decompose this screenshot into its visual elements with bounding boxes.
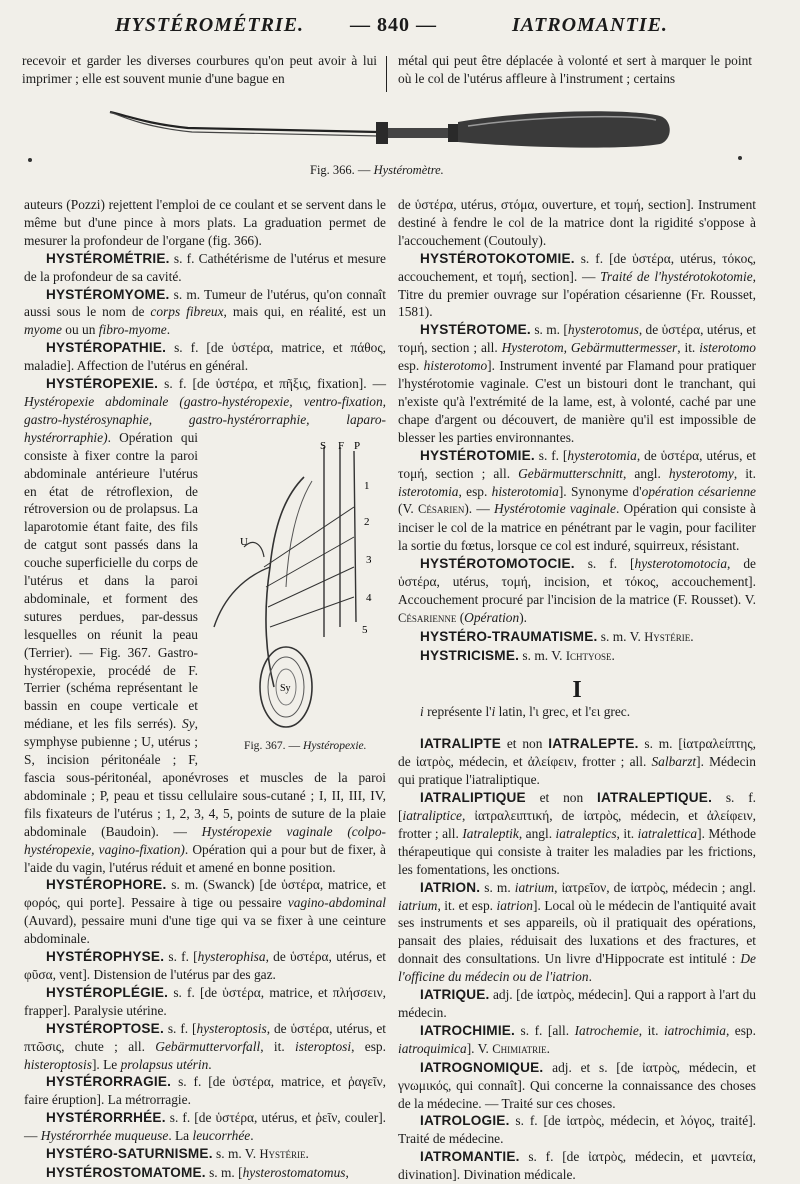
definition: s. f. [all. bbox=[515, 1022, 575, 1038]
cross-reference: Césarienne bbox=[398, 610, 457, 625]
definition: , de ὑστέρα, utérus, et τομή, section ; all. bbox=[398, 322, 757, 356]
term: Hystérorrhée muqueuse bbox=[40, 1128, 169, 1144]
entry-hysteroptose bbox=[24, 1020, 386, 1074]
term: hysterotomia bbox=[567, 447, 637, 463]
definition: , it. bbox=[638, 1022, 664, 1038]
definition: ]. V. bbox=[466, 1040, 493, 1056]
headword: HYSTÉRO-TRAUMATISME. bbox=[420, 628, 598, 644]
term: prolapsus utérin bbox=[120, 1056, 209, 1072]
definition: ]. Méthode thérapeutique qui consiste à traiter les maladies par les frictions, les fomentations, les onctions. bbox=[398, 825, 756, 877]
definition: , it. bbox=[260, 1038, 296, 1054]
headword: HYSTÉROPLÉGIE. bbox=[46, 984, 169, 1000]
term: opération césarienne bbox=[641, 483, 756, 499]
continuation-paragraph: de ὑστέρα, utérus, στόμα, ouverture, et τομή, section]. Instrument destiné à fendre le col de la matrice dont la rigidité s'oppose à l'accouchement (Coutouly). bbox=[398, 197, 756, 248]
label-5: 5 bbox=[362, 623, 368, 636]
print-speck bbox=[28, 158, 32, 162]
definition: s. f. [ bbox=[164, 949, 198, 965]
headword: IATRALIPTIQUE bbox=[420, 790, 526, 806]
definition: s. f. [ bbox=[534, 447, 568, 463]
definition: ]. Synonyme d' bbox=[558, 483, 642, 499]
definition: s. m. V. bbox=[597, 628, 645, 644]
term: iatrium bbox=[398, 897, 438, 913]
left-column bbox=[24, 196, 386, 1182]
term: hysterophisa bbox=[197, 949, 266, 965]
definition: s. f. Cathétérisme de l'utérus et mesure de la profondeur de sa cavité. bbox=[24, 250, 386, 284]
definition: , angl. bbox=[623, 465, 669, 481]
header-right: IATROMANTIE. bbox=[512, 14, 668, 36]
headword: HYSTÉROPATHIE. bbox=[46, 340, 167, 356]
term: corps fibreux bbox=[150, 304, 224, 320]
definition: , esp. bbox=[458, 483, 492, 499]
definition: . bbox=[166, 322, 171, 338]
entry-hysterophore bbox=[24, 876, 386, 948]
definition: s. m. [ bbox=[530, 322, 568, 338]
definition: esp. bbox=[398, 358, 424, 374]
definition: s. m. (Swanck) [de ὑστέρα, matrice, et φορός, qui porte]. Pessaire à tige ou pessaire bbox=[24, 877, 386, 911]
headword: HYSTÉROTOMOTOCIE. bbox=[420, 556, 575, 572]
figure-367-number: Fig. 367. — bbox=[244, 738, 301, 752]
definition: , ἰατραλειπτική, de ἰατρὸς, médecin, et ἀλείφειν, frotter ; all. bbox=[398, 808, 756, 841]
term: i bbox=[491, 704, 496, 720]
definition: représente l' bbox=[423, 704, 492, 720]
headword: HYSTÉROSTOMATOME. bbox=[46, 1164, 206, 1180]
headword-variant: IATRALEPTIQUE. bbox=[596, 790, 713, 806]
hysterometer-illustration bbox=[108, 102, 673, 164]
definition: et non bbox=[525, 790, 597, 806]
headword: HYSTÉRORRHÉE. bbox=[46, 1110, 166, 1126]
headword: HYSTÉROPHYSE. bbox=[46, 949, 165, 965]
term: vagino-abdominal bbox=[287, 895, 386, 911]
definition: ]. Médecin qui pratique l'iatraliptique. bbox=[398, 754, 756, 788]
entry-hysterotokotomie bbox=[398, 250, 756, 322]
definition: . bbox=[611, 647, 615, 663]
definition: , symphyse pubienne ; U, utérus ; S, incision péritonéale ; F, fascia sous-péritonéal, aponévroses et muscles de la paroi abdominale ; P, peau et tissu cellulaire sous-cutané ; I, II, III, IV, fils fixateurs de l'utérus ; 1, 2, 3, 4, 5, points de suture de la plaie abdominale (Baudoin). — bbox=[24, 716, 386, 839]
term: hysterostomatomus bbox=[242, 1164, 346, 1180]
section-letter: I bbox=[572, 676, 582, 703]
definition: s. m. bbox=[480, 879, 515, 895]
definition: s. f. [de ὑστέρα, utérus, et ῥεῖν, couler]. — bbox=[24, 1110, 386, 1144]
headword: HYSTÉROMYOME. bbox=[46, 286, 170, 302]
definition: , esp. bbox=[351, 1038, 386, 1054]
cross-reference: Hystérie bbox=[259, 1147, 306, 1162]
term: Hysterotom, Gebärmuttermesser bbox=[501, 340, 678, 356]
label-u: U bbox=[240, 535, 248, 548]
page-number: — 840 — bbox=[350, 14, 437, 36]
definition: s. f. [ bbox=[163, 1020, 197, 1036]
definition: s. f. [ bbox=[574, 556, 635, 572]
label-2: 2 bbox=[364, 515, 370, 528]
definition: . bbox=[208, 1056, 212, 1072]
print-speck bbox=[738, 156, 742, 160]
figure-367-caption bbox=[222, 737, 367, 755]
definition: s. m. Tumeur de l'utérus, qu'on connaît aussi sous le nom de bbox=[24, 286, 386, 320]
headword: IATROGNOMIQUE. bbox=[420, 1059, 544, 1075]
figure-366-caption bbox=[310, 163, 444, 178]
definition: ]. Local où le médecin de l'antiquité avait ses instruments et ses appareils, où il pratiquait des opérations, pansait des plaies, réduisait des luxations et des fractures, et donnait des consultations. Un livre d'Hippocrate est intitulé : bbox=[398, 897, 756, 967]
term: De l'officine du médecin ou de l'iatrion bbox=[398, 951, 756, 985]
entry-iatrognomique bbox=[398, 1059, 756, 1113]
term: iatraleptics bbox=[555, 825, 617, 841]
headword: HYSTÉROPTOSE. bbox=[46, 1020, 164, 1036]
definition: s. f. [ bbox=[398, 790, 757, 823]
label-3: 3 bbox=[366, 553, 372, 566]
headword: HYSTRICISME. bbox=[420, 647, 520, 663]
label-4: 4 bbox=[366, 591, 372, 604]
definition: , it. bbox=[677, 340, 700, 356]
definition: , mais qui, en réalité, est un bbox=[223, 304, 386, 320]
hysteropexie-diagram bbox=[204, 437, 384, 737]
definition: s. f. [de ἰατρὸς, médecin, et μαντεία, divination]. Divination médicale. bbox=[398, 1149, 756, 1183]
term: hysteroptosis bbox=[196, 1020, 267, 1036]
definition: , esp. bbox=[725, 1022, 756, 1038]
entry-iatromantie bbox=[398, 1148, 756, 1184]
figure-367 bbox=[204, 429, 386, 759]
continuation-paragraph: auteurs (Pozzi) rejettent l'emploi de ce coulant et se servent dans le même but d'une pince à mors plats. La graduation permet de mesurer la profondeur de l'organe (fig. 366). bbox=[24, 197, 386, 248]
term: Salbarzt bbox=[651, 754, 697, 770]
definition: s. m. [ἰατραλείπτης, de ἰατρὸς, médecin, et ἀλείφειν, frotter ; all. bbox=[398, 736, 756, 770]
definition: s. f. [de ὑστέρα, utérus, τόκος, accouchement, et τομή, section]. — bbox=[398, 250, 756, 284]
entry-hysterostomatome bbox=[24, 1164, 386, 1182]
term: iatralettica bbox=[637, 825, 698, 841]
letter-intro bbox=[398, 703, 756, 721]
term: hysterotomy bbox=[668, 465, 734, 481]
term: Hystéropexie abdominale (gastro-hystéropexie, ventro-fixation, gastro-hystérosynaphie, gastro-hystérorraphie, laparo-hystérorraphie) bbox=[24, 393, 386, 445]
term: Iatrochemie bbox=[574, 1022, 639, 1038]
definition: . Opération qui consiste à fixer contre la paroi abdominale antérieure l'utérus en état de rétroflexion, de rétroversion ou de prolapsus. La laparotomie étant faite, des fils de catgut sont passés dans la couche superficielle du corps de l'utérus et dans la paroi abdominale, et forment des sutures perdues, par-dessus lesquelles on réunit la peau (Terrier). — Fig. 367. Gastro-hystéropexie, procédé de F. Terrier (schéma représentant le bassin en coupe verticale et médiane, et les fils serrés). bbox=[24, 429, 198, 732]
label-p: P bbox=[354, 439, 361, 452]
term: myome bbox=[24, 322, 62, 338]
headword: IATROCHIMIE. bbox=[420, 1022, 516, 1038]
headword-variant: IATRALEPTE. bbox=[548, 736, 639, 752]
definition: . La bbox=[168, 1128, 193, 1144]
term: i bbox=[420, 704, 424, 720]
cross-reference: Césarien bbox=[417, 502, 465, 517]
definition: s. f. [de ἰατρὸς, médecin, et λόγος, traité]. Traité de médecine. bbox=[398, 1113, 756, 1147]
entry-iatrologie bbox=[398, 1112, 756, 1148]
definition: s. m. V. bbox=[212, 1146, 260, 1162]
definition: . bbox=[305, 1146, 309, 1162]
definition: , it. et esp. bbox=[437, 897, 497, 913]
definition: adj. [de ἰατρὸς, médecin]. Qui a rapport à l'art du médecin. bbox=[398, 987, 756, 1020]
spacer bbox=[398, 721, 756, 735]
headword: HYSTÉRO-SATURNISME. bbox=[46, 1146, 213, 1162]
entry-hysterorragie bbox=[24, 1073, 386, 1109]
cross-reference: Hystérie bbox=[644, 629, 691, 644]
running-header bbox=[0, 14, 800, 44]
definition: s. m. V. bbox=[519, 647, 566, 663]
entry-hystero-saturnisme bbox=[24, 1145, 386, 1164]
headword: HYSTÉROTOMIE. bbox=[420, 447, 535, 463]
definition: , it. bbox=[616, 825, 638, 841]
definition: s. f. [de ὑστέρα, et πῆξις, fixation]. — bbox=[158, 376, 386, 392]
definition: ( bbox=[456, 609, 465, 625]
entry-hysteropexie bbox=[24, 375, 386, 876]
entry-hysteropathie bbox=[24, 339, 386, 375]
entry-hysteroplegie bbox=[24, 984, 386, 1020]
definition: , ἰατρεῖον, de ἰατρὸς, médecin ; angl. bbox=[554, 879, 756, 895]
term: iatrion bbox=[496, 897, 533, 913]
term: iatrochimia bbox=[663, 1022, 726, 1038]
term: isterotomo bbox=[699, 340, 756, 356]
figure-366-number: Fig. 366. — bbox=[310, 163, 371, 177]
entry-hystricisme bbox=[398, 647, 756, 666]
term: Iatraleptik bbox=[462, 825, 519, 841]
top-text-left: recevoir et garder les diverses courbures qu'on peut avoir à lui imprimer ; elle est souvent munie d'une bague en bbox=[22, 53, 377, 86]
term: leucorrhée bbox=[192, 1128, 251, 1144]
entry-iatrique bbox=[398, 986, 756, 1022]
entry-hysteromyome bbox=[24, 286, 386, 340]
definition: , bbox=[345, 1164, 349, 1180]
term: Gebärmuttervorfall bbox=[155, 1038, 261, 1054]
term: histeroptosis bbox=[24, 1056, 92, 1072]
term: Gebärmutterschnitt bbox=[518, 465, 624, 481]
definition: , Titre du premier ouvrage sur l'opération césarienne (Fr. Rousset, 1581). bbox=[398, 268, 756, 320]
entry-hysterometrie bbox=[24, 250, 386, 286]
figure-366-title: Hystéromètre. bbox=[373, 163, 444, 177]
term: iatroquimica bbox=[398, 1040, 467, 1056]
definition: ou un bbox=[61, 322, 99, 338]
headword: IATROLOGIE. bbox=[420, 1113, 510, 1129]
definition: et non bbox=[501, 736, 549, 752]
headword: HYSTÉROPEXIE. bbox=[46, 376, 159, 392]
header-left: HYSTÉROMÉTRIE. bbox=[115, 14, 305, 36]
figure-367-title: Hystéropexie. bbox=[302, 738, 367, 752]
term: fibro-myome bbox=[98, 322, 167, 338]
entry-hystero-traumatisme bbox=[398, 628, 756, 647]
right-column bbox=[398, 196, 756, 1184]
entry-hysterotome bbox=[398, 321, 756, 446]
headword: HYSTÉROTOME. bbox=[420, 322, 531, 338]
label-f: F bbox=[338, 439, 345, 452]
entry-hysterotomotocie bbox=[398, 555, 756, 628]
term: iatraliptice bbox=[402, 808, 462, 823]
headword: HYSTÉROTOKOTOMIE. bbox=[420, 250, 575, 266]
headword: HYSTÉRORRAGIE. bbox=[46, 1074, 172, 1090]
definition: latin, l'ι grec, et l'ει grec. bbox=[495, 704, 631, 720]
definition: ]. Le bbox=[91, 1056, 121, 1072]
definition: (V. bbox=[398, 501, 418, 517]
top-text-right: métal qui peut être déplacée à volonté et sert à marquer le point où le col de l'utérus affleure à l'instrument ; certains bbox=[398, 53, 752, 86]
definition: (Auvard), pessaire muni d'une tige qui va se fixer à une ceinture abdominale. bbox=[24, 913, 386, 947]
definition: adj. et s. [de ἰατρὸς, médecin, et γνωμικός, qui connaît]. Qui concerne la connaissance des choses de la médecine. — Traité sur ces choses. bbox=[398, 1059, 756, 1111]
entry-hysterophyse bbox=[24, 948, 386, 984]
cross-reference: Chimiatrie bbox=[492, 1041, 547, 1056]
term: hysterotomotocia bbox=[634, 556, 728, 572]
definition: , de ὑστέρα, utérus, et πτῶσις, chute ; all. bbox=[24, 1020, 386, 1054]
column-divider bbox=[386, 56, 387, 92]
term: Hystéropexie vaginale (colpo-hystéropexie, vagino-fixation) bbox=[24, 823, 387, 857]
term: isterotomia bbox=[398, 483, 459, 499]
headword: HYSTÉROMÉTRIE. bbox=[46, 250, 170, 266]
entry-iatraliptique bbox=[398, 789, 756, 879]
term: Opération bbox=[464, 609, 520, 625]
definition: . bbox=[588, 969, 592, 985]
headword: IATRION. bbox=[420, 879, 481, 895]
headword: IATRIQUE. bbox=[420, 987, 490, 1003]
definition: , de ὑστέρα, utérus, et φῦσα, vent]. Distension de l'utérus par des gaz. bbox=[24, 949, 386, 982]
term: Hystérotomie vaginale bbox=[493, 501, 616, 517]
definition: s. f. [de ὑστέρα, matrice, et πάθος, maladie]. Affection de l'utérus en général. bbox=[24, 340, 386, 374]
definition: , it. bbox=[733, 465, 756, 481]
definition: , de ὑστέρα, utérus, τομή, incision, et τόκος, accouchement]. Accouchement procuré par l'incision de la matrice (F. Rousset). V. bbox=[398, 556, 756, 607]
term: Sy bbox=[182, 716, 195, 732]
term: Traité de l'hystérotokotomie bbox=[600, 268, 753, 284]
headword: HYSTÉROPHORE. bbox=[46, 877, 167, 893]
entry-iatrion bbox=[398, 879, 756, 986]
term: histerotomia bbox=[491, 483, 559, 499]
definition: . bbox=[250, 1128, 254, 1144]
cross-reference: Ichtyose bbox=[565, 648, 612, 663]
definition: ). bbox=[519, 609, 528, 625]
label-1: 1 bbox=[364, 479, 370, 492]
definition: . bbox=[690, 628, 694, 644]
entry-hysterorrhee bbox=[24, 1109, 386, 1145]
definition: s. f. [de ὑστέρα, matrice, et ῥαγεῖν, faire éruption]. La métrorragie. bbox=[24, 1074, 386, 1108]
definition: , de ὑστέρα, utérus, et τομή, section ; all. bbox=[398, 447, 756, 481]
definition: . Opération qui consiste à inciser le col de la matrice en pénétrant par le vagin, pour faciliter la sortie du fœtus, lorsque ce col est induré, squirreux, résistant. bbox=[398, 501, 756, 554]
definition: ]. Instrument inventé par Flamand pour pratiquer l'hystérotomie vaginale. C'est un bistouri dont le tranchant, qui n'existe qu'à l'extrémité de la lame, est, à volonté, caché par une chape d'argent ou découvert, de manière qu'il est impossible de blesser les parties environnantes. bbox=[398, 358, 756, 445]
definition: s. f. [de ὑστέρα, matrice, et πλήσσειν, frapper]. Paralysie utérine. bbox=[24, 984, 386, 1018]
definition: ). — bbox=[464, 501, 494, 517]
term: iatrium bbox=[514, 879, 555, 895]
definition: . Opération qui a pour but de fixer, à l'aide du vagin, l'utérus réduit et amené en bonne position. bbox=[24, 841, 387, 875]
term: histerotomo bbox=[423, 358, 488, 374]
label-s: S bbox=[320, 439, 327, 452]
headword: IATROMANTIE. bbox=[420, 1149, 520, 1165]
entry-iatrochimie bbox=[398, 1022, 756, 1059]
label-sy: Sy bbox=[280, 682, 291, 694]
term: isteroptosi bbox=[295, 1038, 352, 1054]
definition: . bbox=[546, 1040, 550, 1056]
term: hysterotomus bbox=[567, 322, 639, 338]
entry-hysterotomie bbox=[398, 447, 756, 555]
entry-iatralipte bbox=[398, 735, 756, 789]
definition: s. m. [ bbox=[205, 1164, 243, 1180]
headword: IATRALIPTE bbox=[420, 736, 502, 752]
definition: , angl. bbox=[518, 825, 556, 841]
